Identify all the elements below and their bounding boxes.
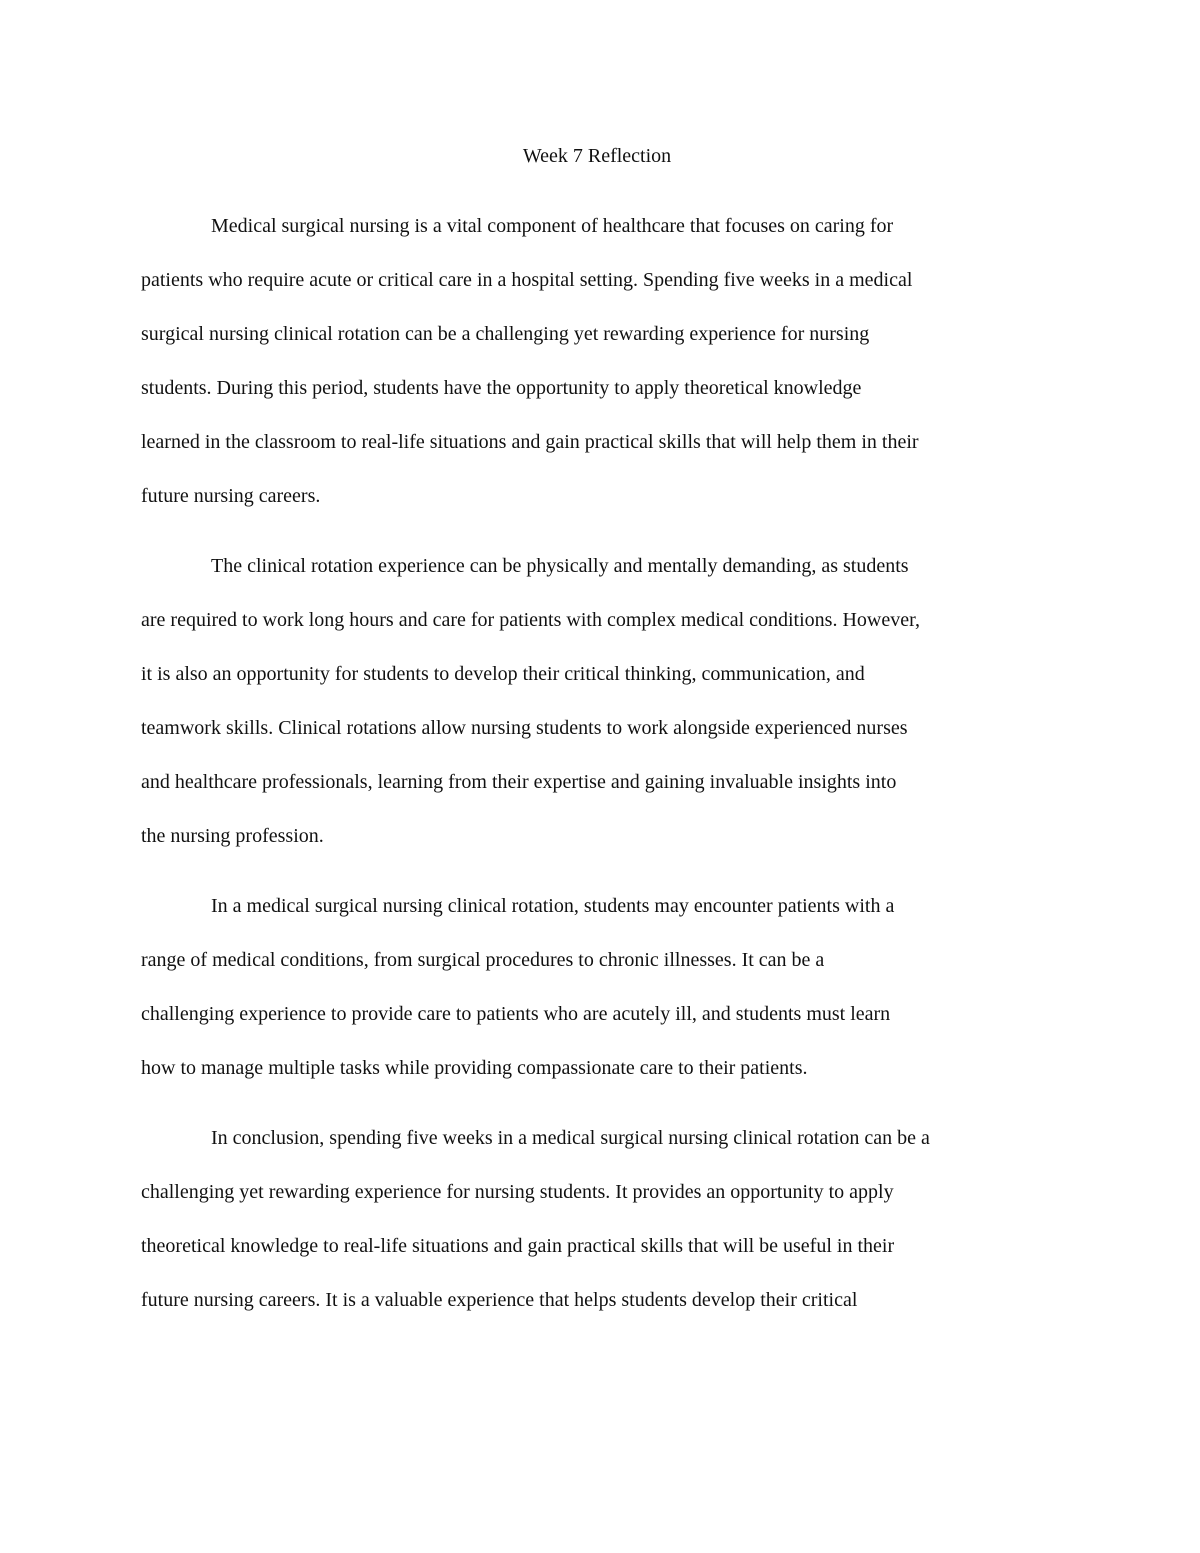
paragraph-4-line-4: future nursing careers. It is a valuable experience that helps students develop their critical <box>141 1289 858 1311</box>
paragraph-2-line-1: The clinical rotation experience can be physically and mentally demanding, as students <box>211 555 909 577</box>
paragraph-3-line-1: In a medical surgical nursing clinical rotation, students may encounter patients with a <box>211 895 895 917</box>
paragraph-2-line-3: it is also an opportunity for students to develop their critical thinking, communication, and <box>141 663 865 685</box>
paragraph-1-line-2: patients who require acute or critical care in a hospital setting. Spending five weeks in a medical <box>141 269 913 291</box>
paragraph-1-line-4: students. During this period, students have the opportunity to apply theoretical knowledge <box>141 377 862 399</box>
paragraph-4-line-2: challenging yet rewarding experience for nursing students. It provides an opportunity to apply <box>141 1181 894 1203</box>
paragraph-1-line-6: future nursing careers. <box>141 485 321 507</box>
paragraph-2-line-2: are required to work long hours and care for patients with complex medical conditions. However, <box>141 609 920 631</box>
paragraph-1-line-1: Medical surgical nursing is a vital component of healthcare that focuses on caring for <box>211 215 894 237</box>
paragraph-3-line-4: how to manage multiple tasks while providing compassionate care to their patients. <box>141 1057 808 1079</box>
paragraph-4-line-3: theoretical knowledge to real-life situations and gain practical skills that will be useful in their <box>141 1235 895 1257</box>
paragraph-1-line-3: surgical nursing clinical rotation can be a challenging yet rewarding experience for nursing <box>141 323 870 345</box>
paragraph-3-line-3: challenging experience to provide care to patients who are acutely ill, and students must learn <box>141 1003 891 1025</box>
paragraph-1-line-5: learned in the classroom to real-life situations and gain practical skills that will help them in their <box>141 431 919 453</box>
paragraph-3-line-2: range of medical conditions, from surgical procedures to chronic illnesses. It can be a <box>141 949 825 971</box>
page-title: Week 7 Reflection <box>522 145 672 167</box>
paragraph-2-line-6: the nursing profession. <box>141 825 324 847</box>
paragraph-4-line-1: In conclusion, spending five weeks in a medical surgical nursing clinical rotation can be a <box>211 1127 930 1149</box>
paragraph-2-line-4: teamwork skills. Clinical rotations allow nursing students to work alongside experienced nurses <box>141 717 908 739</box>
paragraph-2-line-5: and healthcare professionals, learning from their expertise and gaining invaluable insights into <box>141 771 897 793</box>
